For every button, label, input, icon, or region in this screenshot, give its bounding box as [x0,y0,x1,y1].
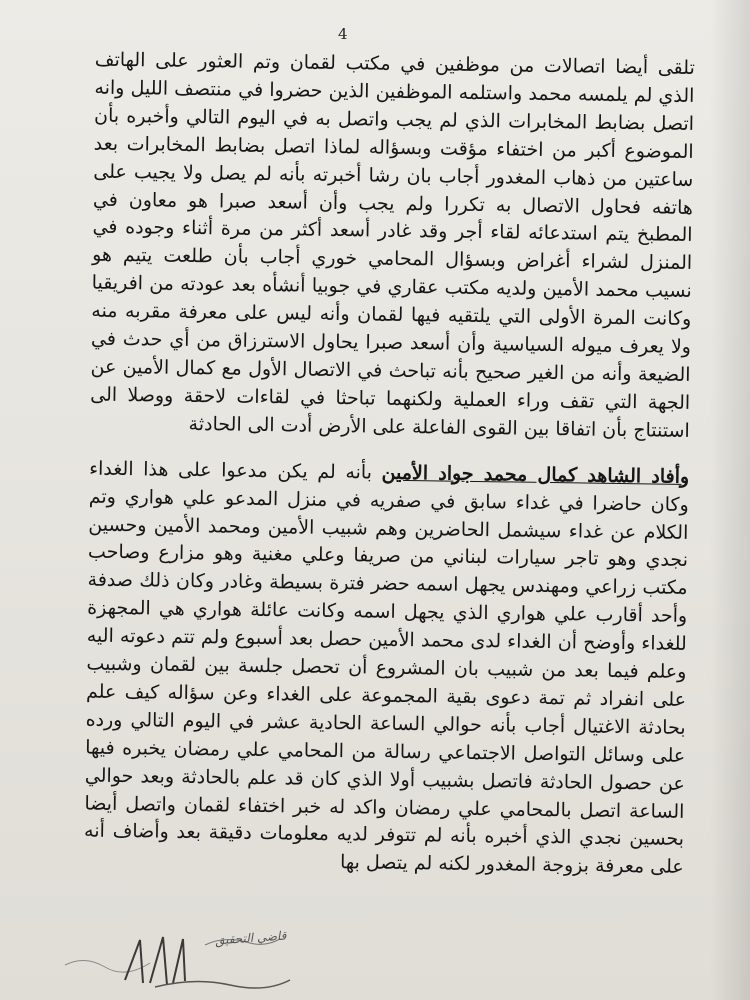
page-number: 4 [338,25,348,43]
witness-name-heading: وأفاد الشاهد كمال محمد جواد الأمين [381,461,690,488]
document-body [84,47,695,883]
page-edge-shadow [710,0,750,1000]
paragraph-testimony-1: تلقى أيضا اتصالات من موظفين في مكتب لقمان وتم العثور على الهاتف الذي لم يلمسه محمد واستلمه الموظفين الذين حضروا في منتصف الليل وانه اتصل بضابط المخابرات الذي لم يجب واتصل به في اليوم التالي وأخبره بأن الموضوع أكبر من اختفاء مؤقت وبسؤاله لماذا اتصل بضابط المخابرات بعد ساعتين من ذهاب المغدور أجاب بان رشا أخبرته بأنه لم يصل ولا يجيب على هاتفه فحاول الاتصال به تكررا ولم يجب وأن أسعد صبرا هو معاون في المطبخ يتم استدعائه لقاء أجر وقد غادر أسعد أكثر من مرة أثناء وجوده في المنزل لشراء أغراض وبسؤال المحامي خوري أجاب بأن طلعت يتيم هو نسيب محمد الأمين ولديه مكتب عقاري في جوبيا أنشأه بعد عودته من افريقيا وكانت المرة الأولى التي يلتقيه فيها لقمان وأنه ليس على معرفة مقربه منه ولا يعرف ميوله السياسية وأن أسعد صبرا يحاول الاسترزاق من أي حدث في الضيعة وأنه من الغير صحيح بأنه تباحث في الاتصال الأول مع كمال الأمين عن الجهة التي تقف وراء العملية ولكنهما تباحثا في لقاءات لاحقة ووصلا الى استنتاج بأن اتفاقا بين القوى الفاعلة على الأرض أدت الى الحادثة [90,48,695,442]
paragraph-testimony-2-text: بأنه لم يكن مدعوا على هذا الغداء وكان حاضرا في غداء سابق في صفريه في منزل المدعو علي هواري وتم الكلام عن غداء سيشمل الحاضرين وهم شبيب الأمين ومحمد الأمين وحسين نجدي وهو تاجر سيارات لبناني من صريفا وعلي مغنية وهو مزارع وصاحب مكتب زراعي ومهندس يجهل اسمه حضر فترة بسيطة وغادر وكان ذلك صدفة وأحد أقارب علي هواري الذي يجهل اسمه وكانت عائلة هواري هي المجهزة للغداء وأوضح أن الغداء لدى محمد الأمين حصل بعد أسبوع ولم تتم دعوته اليه وعلم فيما بعد من شبيب بان المشروع أن تحصل جلسة بين لقمان وشبيب على انفراد ثم تمة دعوى بقية المجموعة على الغداء وعن سؤاله كيف علم بحادثة الاغتيال أجاب بأنه حوالي الساعة الحادية عشر في اليوم التالي ورده على وسائل التواصل الاجتماعي رسالة من المحامي علي رمضان يخبره فيها عن حصول الحادثة فاتصل بشبيب أولا الذي كان قد علم بالحادثة وبعد حوالي الساعة اتصل بالمحامي علي رمضان واكد له خبر اختفاء لقمان واتصل أيضا بحسين نجدي الذي أخبره بأنه لم تتوفر لديه معلومات دقيقة بعد وأضاف أنه على معرفة بزوجة المغدور لكنه لم يتصل بها [83,457,689,879]
signature-label: قاضي التحقيق [214,928,287,948]
signature-area [55,925,305,995]
paragraph-testimony-2 [84,455,690,882]
